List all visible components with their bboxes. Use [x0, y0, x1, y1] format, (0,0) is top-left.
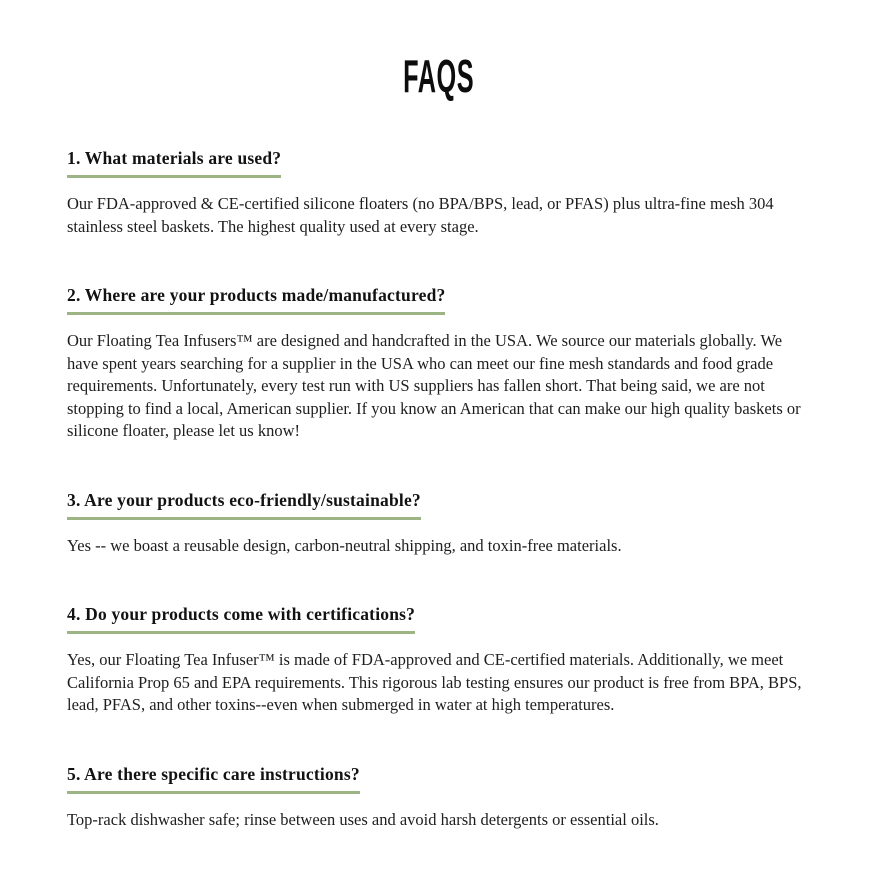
faq-question: 5. Are there specific care instructions?: [67, 764, 360, 794]
faq-question: 2. Where are your products made/manufactured?: [67, 285, 445, 315]
faq-answer: Yes, our Floating Tea Infuser™ is made of FDA-approved and CE-certified materials. Additionally, we meet California Prop 65 and EPA requirements. This rigorous lab testing ensures our product is free from BPA, BPS, lead, PFAS, and other toxins--even when submerged in water at high temperatures.: [67, 650, 802, 714]
faq-answer: Top-rack dishwasher safe; rinse between uses and avoid harsh detergents or essential oils.: [67, 809, 659, 829]
faq-page: [67, 0, 811, 831]
faq-answer: Our Floating Tea Infusers™ are designed and handcrafted in the USA. We source our materials globally. We have spent years searching for a supplier in the USA who can meet our fine mesh standards and food grade requirements. Unfortunately, every test run with US suppliers has fallen short. That being said, we are not stopping to find a local, American supplier. If you know an American that can make our high quality baskets or silicone floater, please let us know!: [67, 331, 801, 440]
faq-question: 1. What materials are used?: [67, 148, 281, 178]
faq-answer: Our FDA-approved & CE-certified silicone floaters (no BPA/BPS, lead, or PFAS) plus ultra-fine mesh 304 stainless steel baskets. The highest quality used at every stage.: [67, 194, 774, 236]
faq-list: [67, 148, 811, 831]
faq-question: 4. Do your products come with certifications?: [67, 604, 415, 634]
faq-item: [67, 148, 811, 238]
faq-item: [67, 285, 811, 443]
page-title-text: FAQS: [403, 50, 475, 102]
faq-item: [67, 490, 811, 558]
faq-item: [67, 764, 811, 832]
page-title: [67, 50, 811, 102]
faq-question: 3. Are your products eco-friendly/sustainable?: [67, 490, 421, 520]
faq-item: [67, 604, 811, 717]
faq-answer: Yes -- we boast a reusable design, carbon-neutral shipping, and toxin-free materials.: [67, 535, 622, 555]
